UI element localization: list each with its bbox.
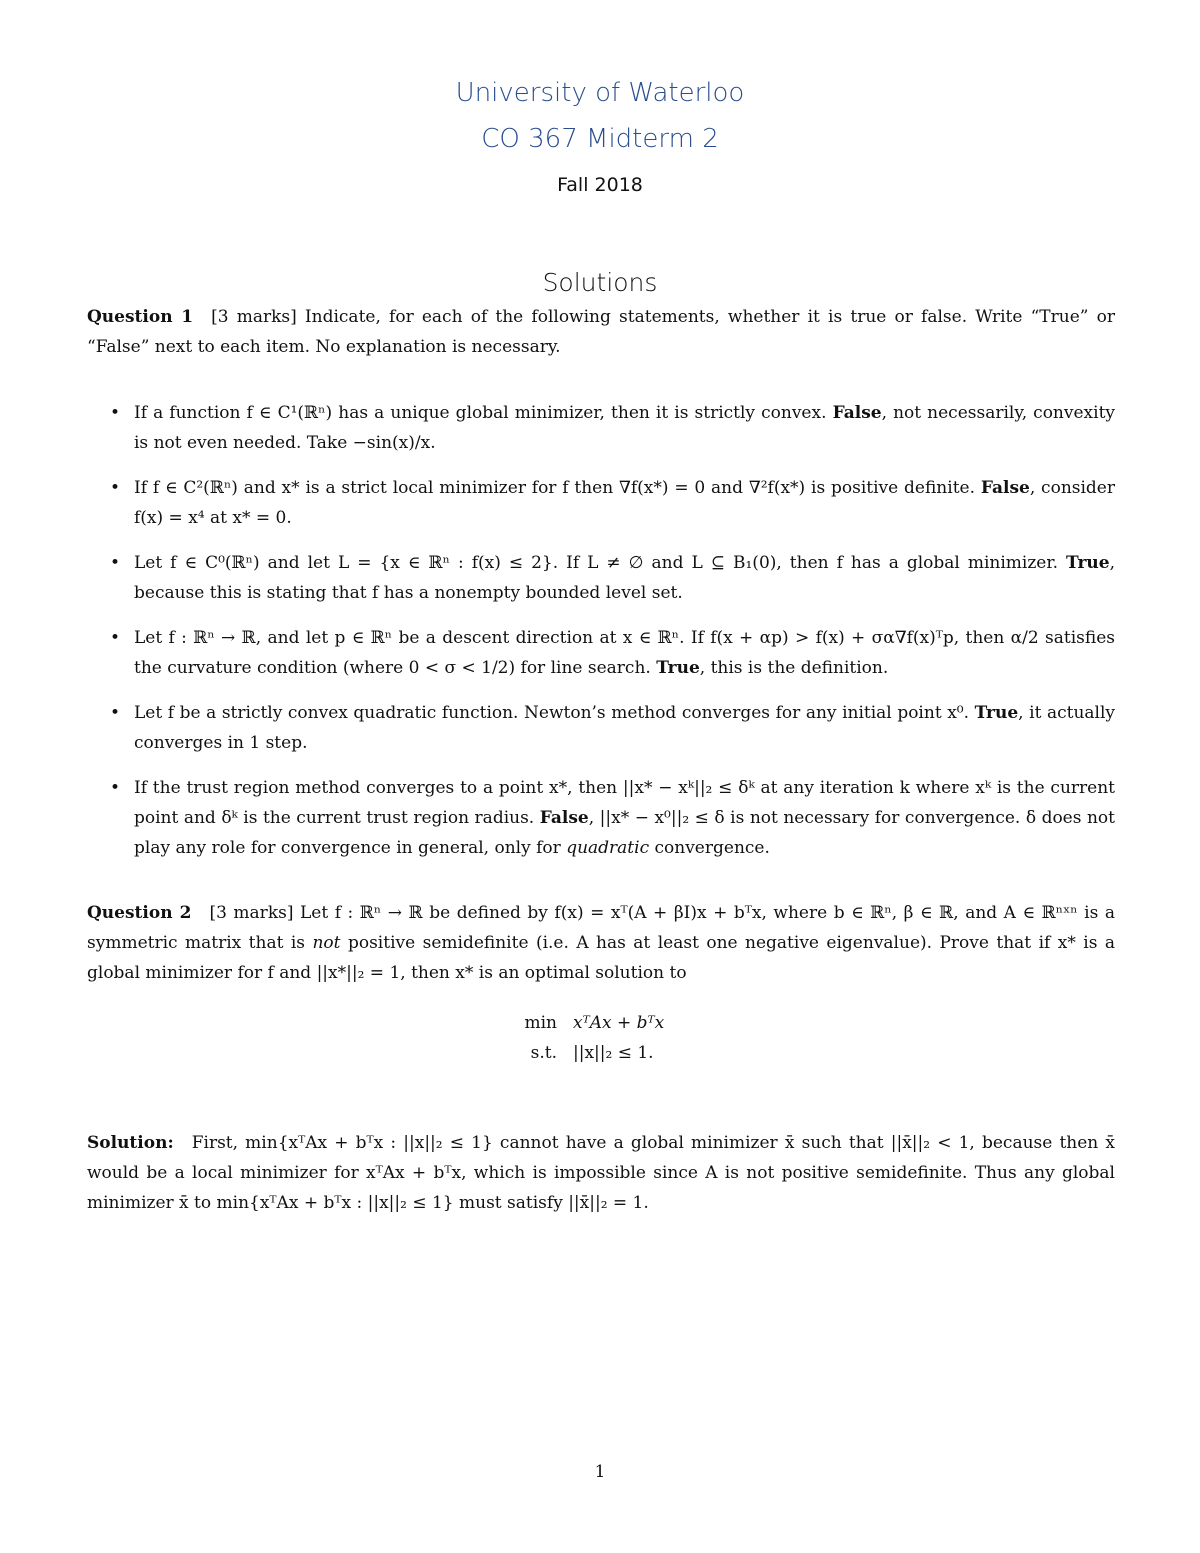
statement-explanation: , consider f(x) = x⁴ at x* = 0.	[134, 478, 1115, 528]
statement-explanation: , it actually converges in 1 step.	[134, 703, 1116, 753]
question-2-emphasis: not	[312, 933, 341, 953]
objective-expression: xᵀAx + bᵀx	[573, 1013, 665, 1033]
statement-explanation: , this is the definition.	[699, 658, 889, 678]
statement-item	[110, 473, 1115, 533]
statement-verdict: True	[974, 703, 1019, 723]
min-keyword: min	[524, 1013, 557, 1033]
constraint-expression: ||x||₂ ≤ 1.	[573, 1043, 654, 1063]
university-title: University of Waterloo	[455, 78, 745, 108]
statement-text: Let f : ℝⁿ → ℝ, and let p ∈ ℝⁿ be a descent direction at x ∈ ℝⁿ. If f(x + αp) > f(x) + σα∇f(x)ᵀp, then α/2 satisfies the curvature condition (where 0 < σ < 1/2) for line search.	[134, 628, 1115, 678]
solution-label: Solution:	[87, 1133, 174, 1153]
statement-item	[110, 398, 1115, 458]
question-2-label: Question 2	[87, 903, 192, 923]
course-title: CO 367 Midterm 2	[481, 124, 719, 154]
statement-verdict: True	[656, 658, 700, 678]
question-1-statements	[110, 398, 1115, 878]
section-heading: Solutions	[542, 268, 658, 297]
statement-text: Let f be a strictly convex quadratic function. Newton’s method converges for any initial point x⁰.	[134, 703, 970, 723]
question-1-intro	[87, 302, 1115, 362]
statement-explanation: , ||x* − x⁰||₂ ≤ δ is not necessary for convergence. δ does not play any role for convergence in general, only for	[134, 808, 1115, 858]
statement-verdict: False	[539, 808, 589, 828]
solution-paragraph	[87, 1128, 1115, 1218]
statement-explanation: , not necessarily, convexity is not even needed. Take −sin(x)/x.	[134, 403, 1116, 453]
subject-to-keyword: s.t.	[530, 1043, 557, 1063]
objective-row	[0, 1008, 1200, 1038]
solution-text: First, min{xᵀAx + bᵀx : ||x||₂ ≤ 1} cannot have a global minimizer x̄ such that ||x̄||₂ < 1, because then x̄ would be a local minimizer for xᵀAx + bᵀx, which is impossible since A is not positive semidefinite. Thus any global minimizer x̄ to min{xᵀAx + bᵀx : ||x||₂ ≤ 1} must satisfy ||x̄||₂ = 1.	[87, 1133, 1115, 1213]
question-2-text	[87, 898, 1115, 988]
statement-tail: convergence.	[654, 838, 770, 858]
statement-item	[110, 698, 1115, 758]
statement-text: If the trust region method converges to a point x*, then ||x* − xᵏ||₂ ≤ δᵏ at any iteration k where xᵏ is the current point and δᵏ is the current trust region radius.	[134, 778, 1115, 828]
statement-emphasis: quadratic	[566, 838, 650, 858]
statement-text: If a function f ∈ C¹(ℝⁿ) has a unique global minimizer, then it is strictly convex.	[134, 403, 827, 423]
statement-verdict: False	[832, 403, 882, 423]
question-1-label: Question 1	[87, 307, 194, 327]
statement-verdict: False	[980, 478, 1030, 498]
page-number: 1	[594, 1462, 606, 1482]
constraint-row	[0, 1038, 1200, 1068]
optimization-problem	[0, 1008, 1200, 1068]
question-2-text-b: positive semidefinite (i.e. A has at least one negative eigenvalue). Prove that if x* is a global minimizer for f and ||x*||₂ = 1, then x* is an optimal solution to	[87, 933, 1116, 983]
statement-text: Let f ∈ C⁰(ℝⁿ) and let L = {x ∈ ℝⁿ : f(x) ≤ 2}. If L ≠ ∅ and L ⊆ B₁(0), then f has a global minimizer.	[134, 553, 1059, 573]
statement-item	[110, 773, 1115, 863]
statement-text: If f ∈ C²(ℝⁿ) and x* is a strict local minimizer for f then ∇f(x*) = 0 and ∇²f(x*) is positive definite.	[134, 478, 975, 498]
question-1-text: [3 marks] Indicate, for each of the following statements, whether it is true or false. Write “True” or “False” next to each item. No explanation is necessary.	[87, 307, 1116, 357]
statement-item	[110, 548, 1115, 608]
question-2-text-a: [3 marks] Let f : ℝⁿ → ℝ be defined by f(x) = xᵀ(A + βI)x + bᵀx, where b ∈ ℝⁿ, β ∈ ℝ, and A ∈ ℝⁿˣⁿ is a symmetric matrix that is	[87, 903, 1116, 953]
statement-explanation: , because this is stating that f has a nonempty bounded level set.	[134, 553, 1115, 603]
statement-item	[110, 623, 1115, 683]
statement-verdict: True	[1066, 553, 1110, 573]
term-label: Fall 2018	[557, 174, 643, 196]
